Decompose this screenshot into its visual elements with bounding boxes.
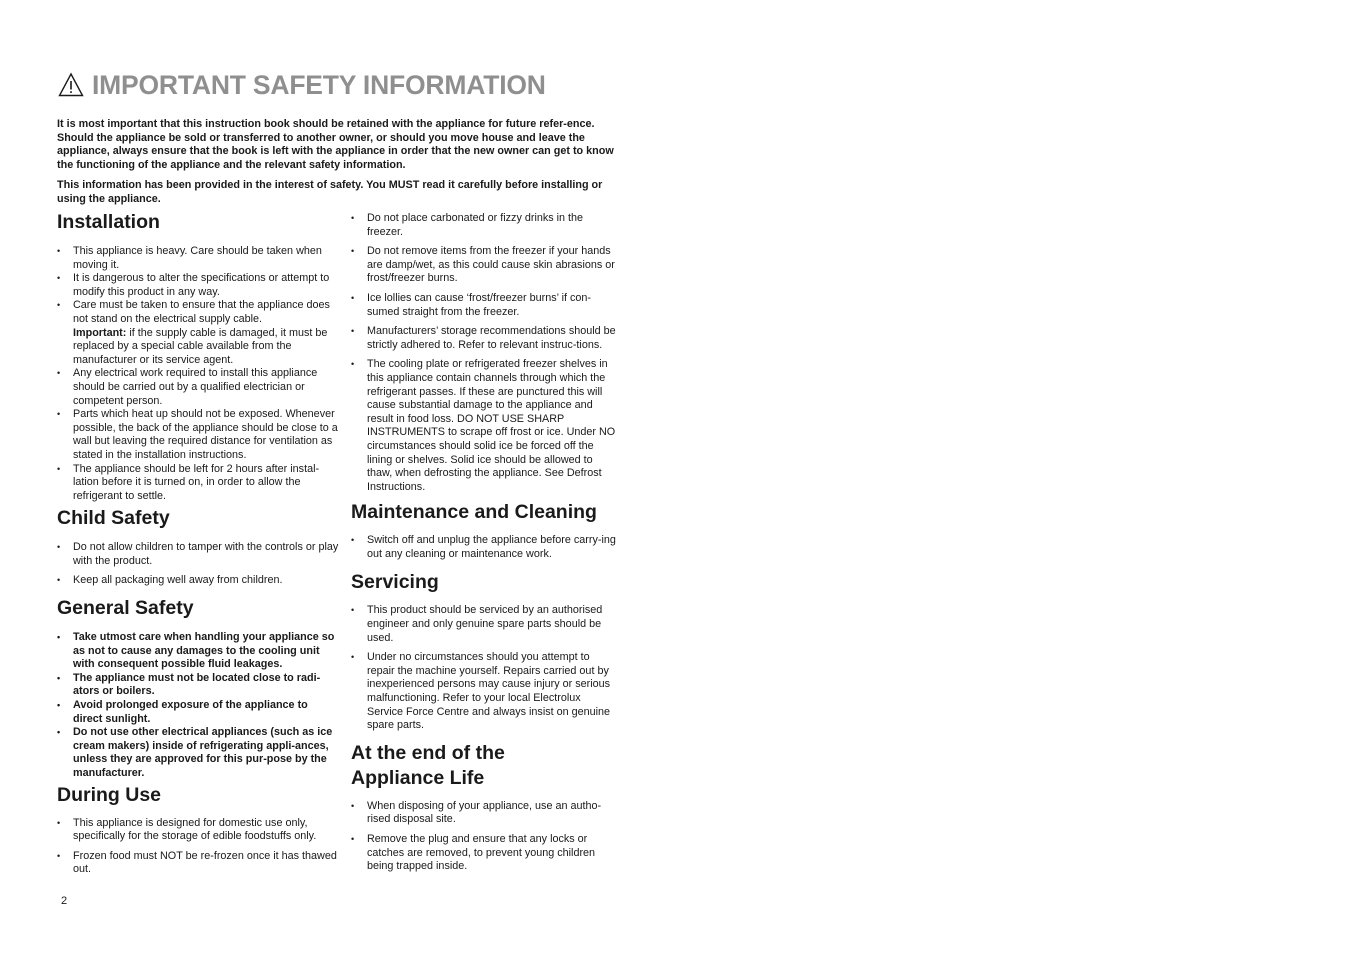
end-of-life-list	[351, 800, 619, 874]
important-text: if the supply cable is damaged, it must be replaced by a special cable available from the manufacturer or its service agent.	[73, 326, 328, 366]
servicing-list	[351, 604, 619, 732]
intro-paragraph: This information has been provided in the interest of safety. You MUST read it carefully before installing or using the appliance.	[57, 179, 603, 205]
list-item: • Do not place carbonated or fizzy drinks in the freezer.	[351, 212, 619, 239]
list-item: • It is dangerous to alter the specifications or attempt to modify this product in any way.	[57, 272, 339, 299]
list-item: • Avoid prolonged exposure of the appliance to direct sunlight.	[57, 699, 339, 726]
heading-line: Appliance Life	[351, 766, 485, 789]
intro-paragraph: It is most important that this instruction book should be retained with the appliance for future refer-ence. Should the appliance be sold or transferred to another owner, or should you move house and leave the appliance, always ensure that the book is left with the appliance in order that the new owner can get to know the functioning of the appliance and the relevant safety information.	[57, 118, 614, 171]
list-item: • Remove the plug and ensure that any locks or catches are removed, to prevent young children being trapped inside.	[351, 833, 619, 874]
section-heading-general-safety: General Safety	[57, 597, 194, 620]
list-item: • The cooling plate or refrigerated freezer shelves in this appliance contain channels through which the refrigerant passes. If these are punctured this will cause substantial damage to the appliance and result in food loss. DO NOT USE SHARP INSTRUMENTS to scrape off frost or ice. Under NO circumstances should solid ice be forced off the lining or shelves. Solid ice should be allowed to thaw, when defrosting the appliance. See Defrost Instructions.	[351, 358, 619, 494]
list-item: • Any electrical work required to install this appliance should be carried out by a qualified electrician or competent person.	[57, 367, 339, 408]
list-item: • Ice lollies can cause ‘frost/freezer burns’ if con-sumed straight from the freezer.	[351, 292, 619, 319]
list-item: • Parts which heat up should not be exposed. Whenever possible, the back of the appliance should be close to a wall but leaving the required distance for ventilation as stated in the installation instructions.	[57, 408, 339, 462]
section-heading-servicing: Servicing	[351, 571, 439, 594]
during-use-list-left	[57, 817, 339, 877]
list-item: • Manufacturers’ storage recommendations should be strictly adhered to. Refer to relevant instruc-tions.	[351, 325, 619, 352]
important-label: Important:	[73, 326, 127, 339]
right-column	[351, 212, 619, 874]
title-row	[58, 68, 546, 102]
list-item: • Do not allow children to tamper with the controls or play with the product.	[57, 541, 339, 568]
heading-line: At the end of the	[351, 741, 505, 764]
list-item: • This product should be serviced by an authorised engineer and only genuine spare parts should be used.	[351, 604, 619, 645]
page-number: 2	[61, 895, 68, 907]
list-item: • Frozen food must NOT be re-frozen once it has thawed out.	[57, 850, 339, 877]
list-item: • Switch off and unplug the appliance before carry-ing out any cleaning or maintenance work.	[351, 534, 619, 561]
list-item: • Under no circumstances should you attempt to repair the machine yourself. Repairs carried out by inexperienced persons may cause injury or serious malfunctioning. Refer to your local Electrolux Service Force Centre and always insist on genuine spare parts.	[351, 651, 619, 733]
list-item: • Take utmost care when handling your appliance so as not to cause any damages to the cooling unit with consequent possible fluid leakages.	[57, 631, 339, 672]
section-heading-during-use: During Use	[57, 783, 162, 806]
section-heading-installation: Installation	[57, 211, 160, 233]
general-safety-list	[57, 631, 339, 781]
during-use-list-right	[351, 212, 619, 494]
list-item-text: Care must be taken to ensure that the appliance does not stand on the electrical supply cable.	[73, 299, 330, 325]
list-item: • When disposing of your appliance, use an autho-rised disposal site.	[351, 800, 619, 827]
intro-block	[57, 118, 617, 214]
warning-triangle-icon	[58, 72, 84, 98]
section-heading-maintenance: Maintenance and Cleaning	[351, 501, 597, 524]
page-title: IMPORTANT SAFETY INFORMATION	[92, 70, 546, 100]
list-item: • The appliance must not be located close to radi-ators or boilers.	[57, 672, 339, 699]
list-item: • This appliance is designed for domestic use only, specifically for the storage of edible foodstuffs only.	[57, 817, 339, 844]
maintenance-list	[351, 534, 619, 561]
list-item: • The appliance should be left for 2 hours after instal-lation before it is turned on, in order to allow the refrigerant to settle.	[57, 463, 339, 504]
list-item: • Keep all packaging well away from children.	[57, 574, 339, 588]
section-heading-child-safety: Child Safety	[57, 507, 170, 530]
list-item	[57, 299, 339, 367]
child-safety-list	[57, 541, 339, 588]
section-heading-end-of-life	[351, 741, 619, 791]
installation-list	[57, 245, 339, 503]
list-item: • This appliance is heavy. Care should be taken when moving it.	[57, 245, 339, 272]
left-column	[57, 210, 339, 877]
list-item: • Do not use other electrical appliances (such as ice cream makers) inside of refrigerating appli-ances, unless they are approved for this pur-pose by the manufacturer.	[57, 726, 339, 780]
list-item: • Do not remove items from the freezer if your hands are damp/wet, as this could cause skin abrasions or frost/freezer burns.	[351, 245, 619, 286]
